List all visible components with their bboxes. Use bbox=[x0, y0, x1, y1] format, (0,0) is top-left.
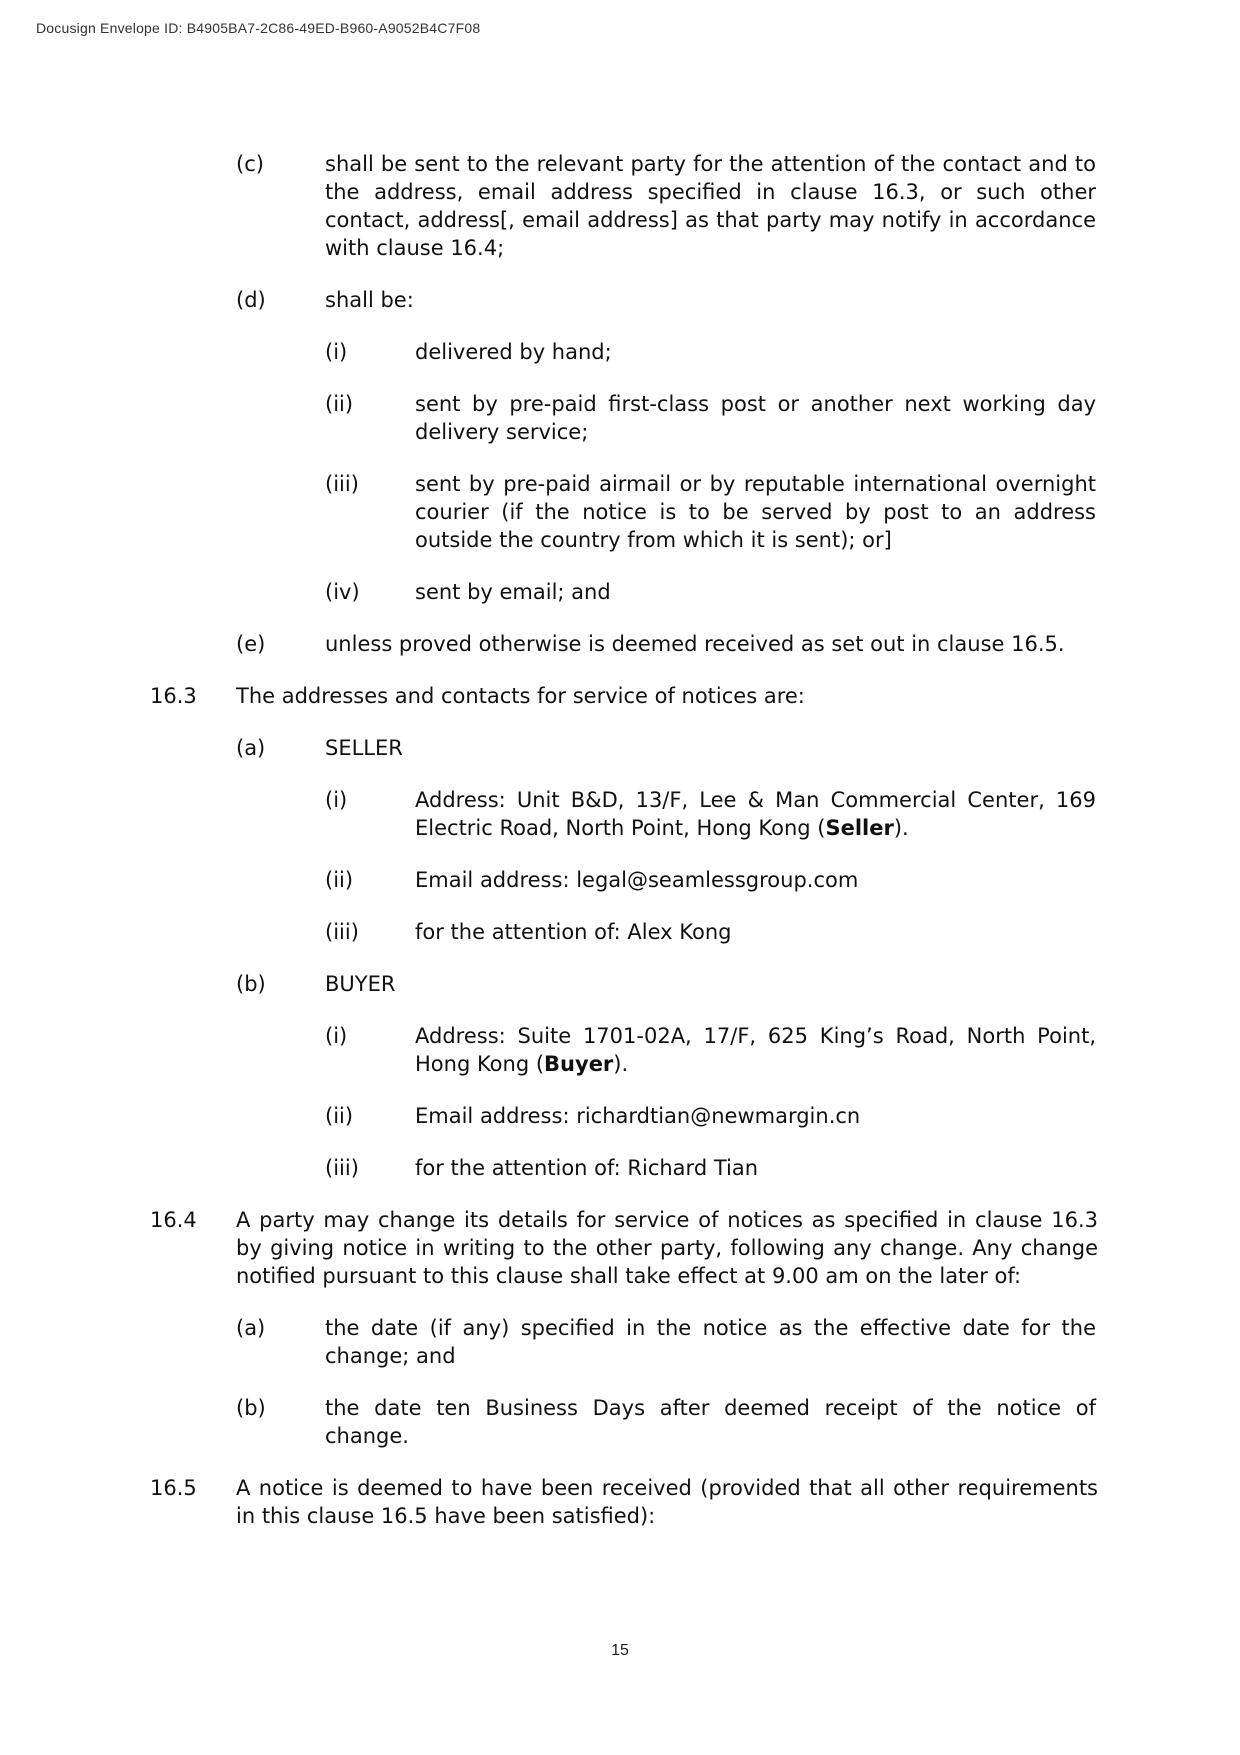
clause-d-i bbox=[0, 338, 1240, 366]
clause-d-iii-number: (iii) bbox=[325, 472, 359, 496]
seller-attention-number: (iii) bbox=[325, 920, 359, 944]
clause-16-4-b-text: the date ten Business Days after deemed receipt of the notice of change. bbox=[325, 1396, 1096, 1448]
clause-d-iii bbox=[0, 470, 1240, 554]
clause-e-text: unless proved otherwise is deemed received as set out in clause 16.5. bbox=[325, 632, 1065, 656]
clause-16-4 bbox=[0, 1206, 1240, 1290]
seller-defined-term: Seller bbox=[825, 816, 894, 840]
clause-d bbox=[0, 286, 1240, 314]
seller-address-number: (i) bbox=[325, 788, 348, 812]
clause-16-3-number: 16.3 bbox=[150, 684, 197, 708]
clause-16-4-b bbox=[0, 1394, 1240, 1450]
seller-attention-text: for the attention of: Alex Kong bbox=[415, 920, 732, 944]
clause-c-number: (c) bbox=[236, 152, 264, 176]
clause-d-number: (d) bbox=[236, 288, 266, 312]
clause-d-iv-text: sent by email; and bbox=[415, 580, 611, 604]
clause-d-ii-number: (ii) bbox=[325, 392, 354, 416]
clause-16-5-number: 16.5 bbox=[150, 1476, 197, 1500]
clause-d-text: shall be: bbox=[325, 288, 414, 312]
buyer-address-text: Address: Suite 1701-02A, 17/F, 625 King’s Road, North Point, Hong Kong (Buyer). bbox=[415, 1024, 1096, 1076]
clause-e-number: (e) bbox=[236, 632, 266, 656]
clause-16-3-text: The addresses and contacts for service of notices are: bbox=[236, 684, 805, 708]
clause-d-ii-text: sent by pre-paid first-class post or another next working day delivery service; bbox=[415, 392, 1096, 444]
clause-d-iii-text: sent by pre-paid airmail or by reputable international overnight courier (if the notice is to be served by post to an address outside the country from which it is sent); or] bbox=[415, 472, 1096, 552]
clause-c bbox=[0, 150, 1240, 262]
buyer-address bbox=[0, 1022, 1240, 1078]
seller-address bbox=[0, 786, 1240, 842]
clause-16-4-a-text: the date (if any) specified in the notice as the effective date for the change; and bbox=[325, 1316, 1096, 1368]
clause-16-5 bbox=[0, 1474, 1240, 1530]
seller-label: SELLER bbox=[325, 736, 403, 760]
clause-16-4-number: 16.4 bbox=[150, 1208, 197, 1232]
clause-16-5-text: A notice is deemed to have been received (provided that all other requirements in this clause 16.5 have been satisfied): bbox=[236, 1476, 1098, 1528]
document-body bbox=[0, 150, 1240, 1530]
buyer-email-text: Email address: richardtian@newmargin.cn bbox=[415, 1104, 861, 1128]
seller-email bbox=[0, 866, 1240, 894]
clause-d-i-number: (i) bbox=[325, 340, 348, 364]
seller-number: (a) bbox=[236, 736, 266, 760]
buyer-number: (b) bbox=[236, 972, 266, 996]
clause-d-iv-number: (iv) bbox=[325, 580, 360, 604]
buyer-email bbox=[0, 1102, 1240, 1130]
clause-16-4-a-number: (a) bbox=[236, 1316, 266, 1340]
seller-heading bbox=[0, 734, 1240, 762]
buyer-attention-number: (iii) bbox=[325, 1156, 359, 1180]
clause-d-ii bbox=[0, 390, 1240, 446]
clause-e bbox=[0, 630, 1240, 658]
buyer-attention-text: for the attention of: Richard Tian bbox=[415, 1156, 759, 1180]
envelope-id: Docusign Envelope ID: B4905BA7-2C86-49ED-B960-A9052B4C7F08 bbox=[36, 20, 481, 36]
seller-email-text: Email address: legal@seamlessgroup.com bbox=[415, 868, 859, 892]
seller-attention bbox=[0, 918, 1240, 946]
clause-16-4-text: A party may change its details for service of notices as specified in clause 16.3 by giving notice in writing to the other party, following any change. Any change notified pursuant to this clause shall take effect at 9.00 am on the later of: bbox=[236, 1208, 1098, 1288]
clause-16-4-b-number: (b) bbox=[236, 1396, 266, 1420]
buyer-heading bbox=[0, 970, 1240, 998]
buyer-address-number: (i) bbox=[325, 1024, 348, 1048]
buyer-attention bbox=[0, 1154, 1240, 1182]
page-number: 15 bbox=[611, 1642, 629, 1659]
seller-email-number: (ii) bbox=[325, 868, 354, 892]
buyer-email-number: (ii) bbox=[325, 1104, 354, 1128]
clause-16-4-a bbox=[0, 1314, 1240, 1370]
clause-16-3 bbox=[0, 682, 1240, 710]
seller-address-text: Address: Unit B&D, 13/F, Lee & Man Commercial Center, 169 Electric Road, North Point, Hong Kong (Seller). bbox=[415, 788, 1096, 840]
clause-c-text: shall be sent to the relevant party for the attention of the contact and to the address, email address specified in clause 16.3, or such other contact, address[, email address] as that party may notify in accordance with clause 16.4; bbox=[325, 152, 1096, 260]
buyer-label: BUYER bbox=[325, 972, 396, 996]
buyer-defined-term: Buyer bbox=[544, 1052, 614, 1076]
clause-d-iv bbox=[0, 578, 1240, 606]
clause-d-i-text: delivered by hand; bbox=[415, 340, 612, 364]
